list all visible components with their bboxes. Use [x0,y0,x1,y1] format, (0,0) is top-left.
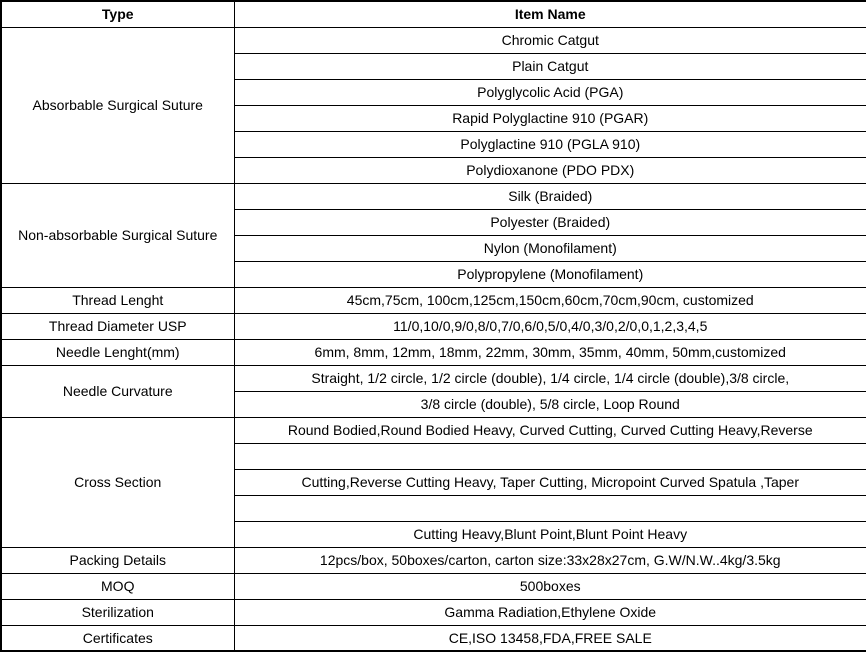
item-cell: Gamma Radiation,Ethylene Oxide [234,599,866,625]
item-cell: Cutting Heavy,Blunt Point,Blunt Point Heavy [234,521,866,547]
type-cell-needle-curvature: Needle Curvature [1,365,234,417]
item-cell: 12pcs/box, 50boxes/carton, carton size:33x28x27cm, G.W/N.W..4kg/3.5kg [234,547,866,573]
item-cell: Rapid Polyglactine 910 (PGAR) [234,105,866,131]
item-cell-empty [234,495,866,521]
item-cell: 45cm,75cm, 100cm,125cm,150cm,60cm,70cm,90cm, customized [234,287,866,313]
item-cell: Chromic Catgut [234,27,866,53]
table-row [1,573,866,599]
type-cell-moq: MOQ [1,573,234,599]
table-row [1,365,866,391]
item-cell: Polyester (Braided) [234,209,866,235]
item-name-column-header: Item Name [234,1,866,27]
item-cell: Cutting,Reverse Cutting Heavy, Taper Cutting, Micropoint Curved Spatula ,Taper [234,469,866,495]
type-cell-thread-length: Thread Lenght [1,287,234,313]
item-cell: Polydioxanone (PDO PDX) [234,157,866,183]
table-row [1,339,866,365]
item-cell-empty [234,443,866,469]
item-cell: Silk (Braided) [234,183,866,209]
item-cell: Round Bodied,Round Bodied Heavy, Curved Cutting, Curved Cutting Heavy,Reverse [234,417,866,443]
type-column-header: Type [1,1,234,27]
type-cell-thread-diameter: Thread Diameter USP [1,313,234,339]
item-cell: 11/0,10/0,9/0,8/0,7/0,6/0,5/0,4/0,3/0,2/0,0,1,2,3,4,5 [234,313,866,339]
type-cell-cross-section: Cross Section [1,417,234,547]
header-row [1,1,866,27]
item-cell: CE,ISO 13458,FDA,FREE SALE [234,625,866,651]
item-cell: 6mm, 8mm, 12mm, 18mm, 22mm, 30mm, 35mm, 40mm, 50mm,customized [234,339,866,365]
table-row [1,27,866,53]
type-cell-packing-details: Packing Details [1,547,234,573]
type-cell-certificates: Certificates [1,625,234,651]
type-cell-non-absorbable: Non-absorbable Surgical Suture [1,183,234,287]
item-cell: 500boxes [234,573,866,599]
table-row [1,417,866,443]
item-cell: Plain Catgut [234,53,866,79]
item-cell: Polypropylene (Monofilament) [234,261,866,287]
item-cell: Nylon (Monofilament) [234,235,866,261]
table-row [1,599,866,625]
type-cell-needle-length: Needle Lenght(mm) [1,339,234,365]
table-row [1,625,866,651]
item-cell: Polyglactine 910 (PGLA 910) [234,131,866,157]
table-row [1,287,866,313]
table-row [1,313,866,339]
item-cell: Polyglycolic Acid (PGA) [234,79,866,105]
item-cell: 3/8 circle (double), 5/8 circle, Loop Round [234,391,866,417]
item-cell: Straight, 1/2 circle, 1/2 circle (double), 1/4 circle, 1/4 circle (double),3/8 circle, [234,365,866,391]
table-row [1,183,866,209]
table-row [1,547,866,573]
type-cell-absorbable: Absorbable Surgical Suture [1,27,234,183]
type-cell-sterilization: Sterilization [1,599,234,625]
